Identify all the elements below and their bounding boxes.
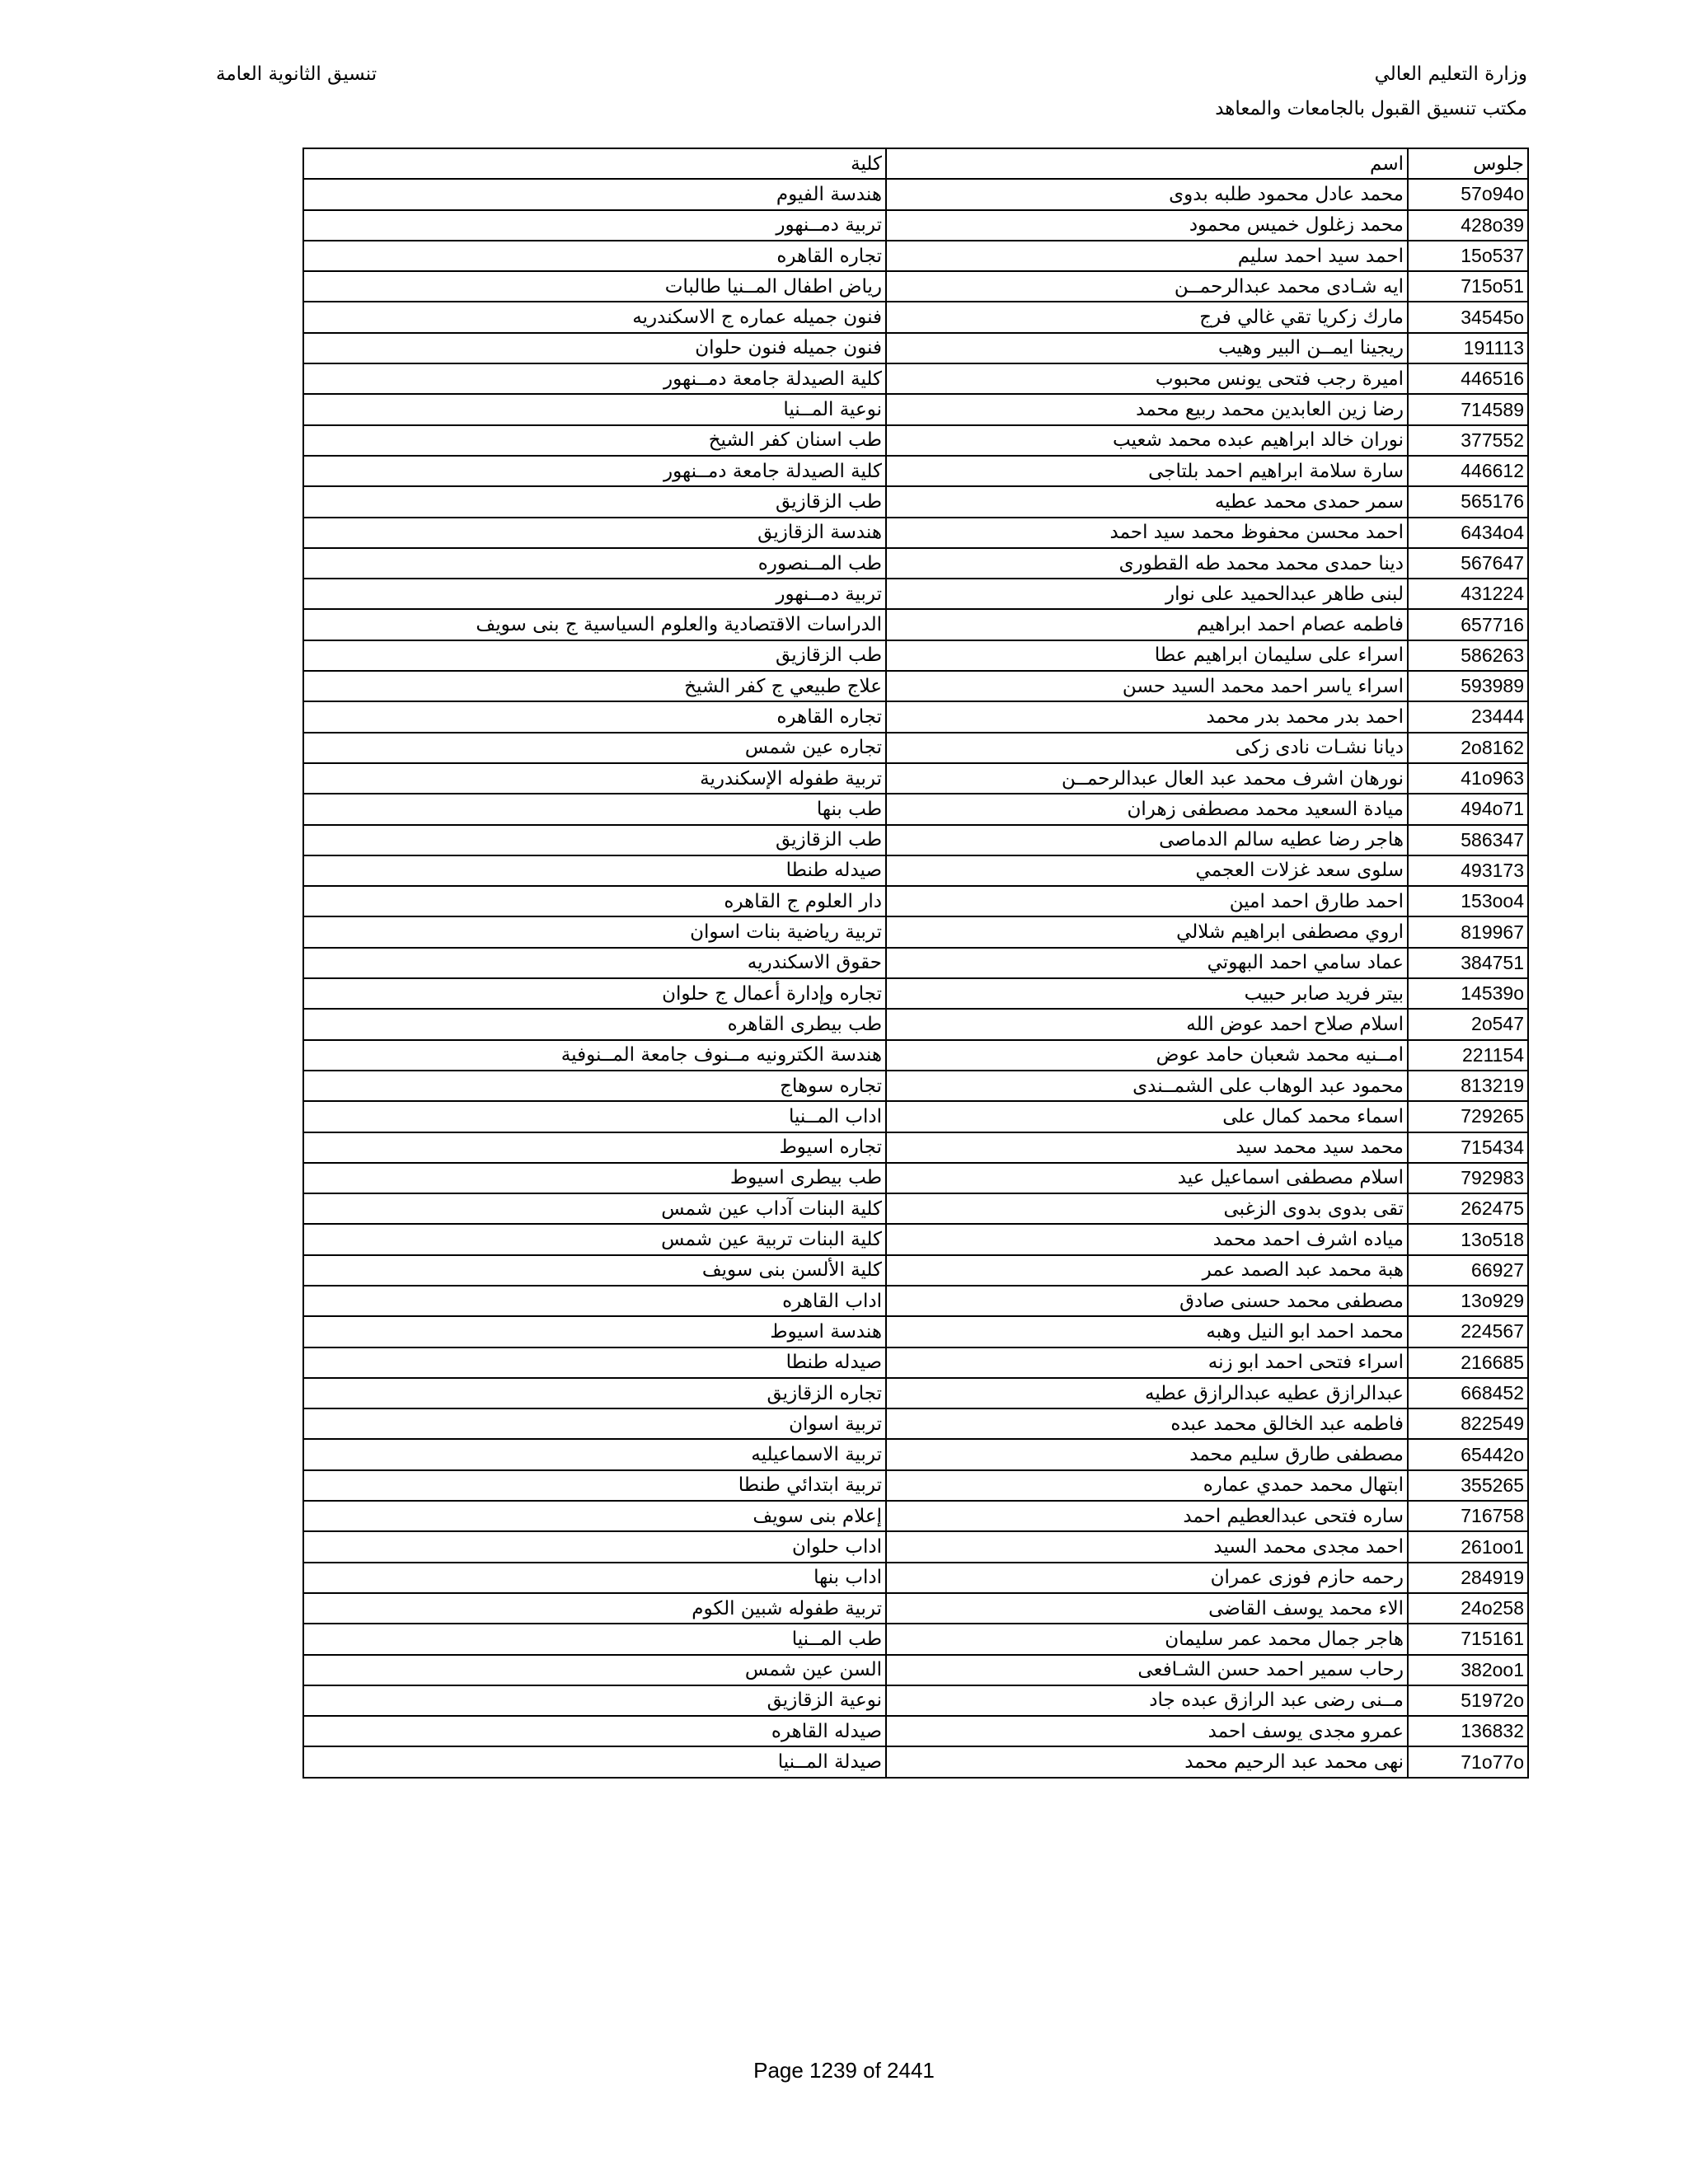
student-name-cell: اسماء محمد كمال على xyxy=(886,1101,1408,1132)
college-cell: كلية الصيدلة جامعة دمــنهور xyxy=(303,456,886,486)
table-row xyxy=(303,763,1528,794)
table-row xyxy=(303,1163,1528,1193)
table-row xyxy=(303,210,1528,241)
student-name-cell: مارك زكريا تقي غالي فرج xyxy=(886,302,1408,332)
college-cell: تجاره وإدارة أعمال ج حلوان xyxy=(303,978,886,1009)
college-cell: كلية الألسن بنى سويف xyxy=(303,1255,886,1286)
college-cell: صيدلة المــنيا xyxy=(303,1746,886,1777)
table-row xyxy=(303,1009,1528,1039)
seat-number-cell: 729265 xyxy=(1408,1101,1528,1132)
table-row xyxy=(303,1101,1528,1132)
table-row xyxy=(303,1040,1528,1071)
college-cell: إعلام بنى سويف xyxy=(303,1501,886,1531)
seat-number-cell: 13o929 xyxy=(1408,1286,1528,1316)
student-name-cell: تقى بدوى بدوى الزغبى xyxy=(886,1193,1408,1224)
student-name-cell: احمد سيد احمد سليم xyxy=(886,241,1408,271)
table-row xyxy=(303,609,1528,640)
table-row xyxy=(303,671,1528,701)
student-name-cell: ايه شـادى محمد عبدالرحمــن xyxy=(886,271,1408,302)
student-name-cell: مــنى رضى عبد الرازق عبده جاد xyxy=(886,1685,1408,1716)
college-cell: فنون جميله فنون حلوان xyxy=(303,333,886,363)
seat-number-cell: 586263 xyxy=(1408,640,1528,671)
seat-number-cell: 715434 xyxy=(1408,1132,1528,1163)
table-row xyxy=(303,794,1528,824)
table-row xyxy=(303,1132,1528,1163)
college-cell: كلية البنات تربية عين شمس xyxy=(303,1224,886,1254)
college-cell: تربية طفوله الإسكندرية xyxy=(303,763,886,794)
college-cell: تجاره القاهره xyxy=(303,241,886,271)
seat-number-cell: 14539o xyxy=(1408,978,1528,1009)
seat-number-cell: 15o537 xyxy=(1408,241,1528,271)
office-name: مكتب تنسيق القبول بالجامعات والمعاهد xyxy=(1215,98,1527,120)
student-name-cell: اسلام صلاح احمد عوض الله xyxy=(886,1009,1408,1039)
student-name-cell: هاجر جمال محمد عمر سليمان xyxy=(886,1624,1408,1654)
college-cell: طب اسنان كفر الشيخ xyxy=(303,425,886,456)
college-cell: تربية اسوان xyxy=(303,1408,886,1439)
student-name-cell: اروي مصطفى ابراهيم شلالي xyxy=(886,916,1408,947)
college-cell: نوعية المــنيا xyxy=(303,394,886,424)
student-name-cell: اسراء فتحى احمد ابو زنه xyxy=(886,1347,1408,1378)
table-row xyxy=(303,518,1528,548)
student-name-cell: محمود عبد الوهاب على الشمــندى xyxy=(886,1071,1408,1101)
college-cell: تربية طفوله شبين الكوم xyxy=(303,1593,886,1624)
college-cell: تجاره عين شمس xyxy=(303,733,886,763)
college-cell: تربية ابتدائي طنطا xyxy=(303,1470,886,1501)
table-row xyxy=(303,1624,1528,1654)
seat-number-cell: 65442o xyxy=(1408,1439,1528,1469)
student-name-cell: عبدالرازق عطيه عبدالرازق عطيه xyxy=(886,1378,1408,1408)
seat-number-cell: 262475 xyxy=(1408,1193,1528,1224)
table-row xyxy=(303,1563,1528,1593)
seat-number-cell: 71o77o xyxy=(1408,1746,1528,1777)
table-row xyxy=(303,486,1528,517)
college-cell: طب المــنصوره xyxy=(303,548,886,579)
table-row xyxy=(303,1316,1528,1347)
seat-number-cell: 822549 xyxy=(1408,1408,1528,1439)
student-name-cell: احمد بدر محمد بدر محمد xyxy=(886,701,1408,732)
college-cell: الدراسات الاقتصادية والعلوم السياسية ج بنى سويف xyxy=(303,609,886,640)
seat-number-cell: 715o51 xyxy=(1408,271,1528,302)
college-cell: طب بيطرى اسيوط xyxy=(303,1163,886,1193)
student-name-cell: بيتر فريد صابر حبيب xyxy=(886,978,1408,1009)
header-ministry-block xyxy=(1215,62,1527,131)
college-cell: هندسة اسيوط xyxy=(303,1316,886,1347)
student-name-cell: سلوى سعد غزلات العجمي xyxy=(886,855,1408,886)
seat-number-cell: 6434o4 xyxy=(1408,518,1528,548)
college-cell: رياض اطفال المــنيا طالبات xyxy=(303,271,886,302)
seat-number-cell: 565176 xyxy=(1408,486,1528,517)
college-cell: تجاره اسيوط xyxy=(303,1132,886,1163)
table-row xyxy=(303,1501,1528,1531)
seat-number-cell: 716758 xyxy=(1408,1501,1528,1531)
table-row xyxy=(303,825,1528,855)
student-name-cell: هاجر رضا عطيه سالم الدماصى xyxy=(886,825,1408,855)
student-name-cell: فاطمه عبد الخالق محمد عبده xyxy=(886,1408,1408,1439)
student-name-cell: ابتهال محمد حمدي عماره xyxy=(886,1470,1408,1501)
student-name-cell: نورهان اشرف محمد عبد العال عبدالرحمــن xyxy=(886,763,1408,794)
seat-number-cell: 586347 xyxy=(1408,825,1528,855)
table-row xyxy=(303,1071,1528,1101)
student-name-cell: ميادة السعيد محمد مصطفى زهران xyxy=(886,794,1408,824)
college-cell: اداب القاهره xyxy=(303,1286,886,1316)
student-name-cell: رحمه حازم فوزى عمران xyxy=(886,1563,1408,1593)
college-cell: اداب بنها xyxy=(303,1563,886,1593)
table-row xyxy=(303,978,1528,1009)
seat-number-cell: 657716 xyxy=(1408,609,1528,640)
table-row xyxy=(303,363,1528,394)
seat-number-cell: 668452 xyxy=(1408,1378,1528,1408)
table-row xyxy=(303,425,1528,456)
seat-number-cell: 66927 xyxy=(1408,1255,1528,1286)
seat-number-cell: 23444 xyxy=(1408,701,1528,732)
student-name-cell: سارة سلامة ابراهيم احمد بلتاجى xyxy=(886,456,1408,486)
college-cell: دار العلوم ج القاهره xyxy=(303,886,886,916)
seat-number-cell: 593989 xyxy=(1408,671,1528,701)
table-header-row xyxy=(303,148,1528,179)
student-name-cell: اسلام مصطفى اسماعيل عيد xyxy=(886,1163,1408,1193)
student-name-cell: سمر حمدى محمد عطيه xyxy=(886,486,1408,517)
college-cell: تجاره الزقازيق xyxy=(303,1378,886,1408)
college-cell: تجاره القاهره xyxy=(303,701,886,732)
seat-number-cell: 493173 xyxy=(1408,855,1528,886)
student-name-cell: ديانا نشـات نادى زكى xyxy=(886,733,1408,763)
college-cell: طب المــنيا xyxy=(303,1624,886,1654)
table-row xyxy=(303,855,1528,886)
student-name-cell: امــنيه محمد شعبان حامد عوض xyxy=(886,1040,1408,1071)
college-cell: طب بيطرى القاهره xyxy=(303,1009,886,1039)
table-row xyxy=(303,179,1528,209)
table-row xyxy=(303,1255,1528,1286)
seat-number-cell: 13o518 xyxy=(1408,1224,1528,1254)
seat-number-cell: 714589 xyxy=(1408,394,1528,424)
table-row xyxy=(303,1470,1528,1501)
table-body xyxy=(303,179,1528,1777)
college-cell: هندسة الزقازيق xyxy=(303,518,886,548)
college-cell: نوعية الزقازيق xyxy=(303,1685,886,1716)
college-cell: هندسة الفيوم xyxy=(303,179,886,209)
college-cell: كلية الصيدلة جامعة دمــنهور xyxy=(303,363,886,394)
college-cell: السن عين شمس xyxy=(303,1655,886,1685)
seat-number-cell: 41o963 xyxy=(1408,763,1528,794)
column-header-seat: جلوس xyxy=(1408,148,1528,179)
student-name-cell: نهى محمد عبد الرحيم محمد xyxy=(886,1746,1408,1777)
seat-number-cell: 24o258 xyxy=(1408,1593,1528,1624)
student-name-cell: احمد مجدى محمد السيد xyxy=(886,1531,1408,1562)
student-name-cell: محمد زغلول خميس محمود xyxy=(886,210,1408,241)
college-cell: هندسة الكترونيه مــنوف جامعة المــنوفية xyxy=(303,1040,886,1071)
seat-number-cell: 819967 xyxy=(1408,916,1528,947)
seat-number-cell: 261oo1 xyxy=(1408,1531,1528,1562)
college-cell: علاج طبيعي ج كفر الشيخ xyxy=(303,671,886,701)
table-row xyxy=(303,1685,1528,1716)
table-row xyxy=(303,456,1528,486)
seat-number-cell: 446516 xyxy=(1408,363,1528,394)
table-row xyxy=(303,1746,1528,1777)
table-row xyxy=(303,302,1528,332)
college-cell: صيدله القاهره xyxy=(303,1716,886,1746)
table-row xyxy=(303,394,1528,424)
student-name-cell: احمد محسن محفوظ محمد سيد احمد xyxy=(886,518,1408,548)
header-subject: تنسيق الثانوية العامة xyxy=(216,63,377,85)
student-name-cell: احمد طارق احمد امين xyxy=(886,886,1408,916)
seat-number-cell: 2o8162 xyxy=(1408,733,1528,763)
student-name-cell: رحاب سمير احمد حسن الشـافعى xyxy=(886,1655,1408,1685)
seat-number-cell: 494o71 xyxy=(1408,794,1528,824)
page-number: Page 1239 of 2441 xyxy=(753,2058,935,2083)
seat-number-cell: 224567 xyxy=(1408,1316,1528,1347)
seat-number-cell: 377552 xyxy=(1408,425,1528,456)
table-row xyxy=(303,948,1528,978)
college-cell: صيدله طنطا xyxy=(303,1347,886,1378)
college-cell: كلية البنات آداب عين شمس xyxy=(303,1193,886,1224)
table-row xyxy=(303,548,1528,579)
student-name-cell: دينا حمدى محمد محمد طه القطورى xyxy=(886,548,1408,579)
college-cell: تجاره سوهاج xyxy=(303,1071,886,1101)
student-name-cell: اسراء على سليمان ابراهيم عطا xyxy=(886,640,1408,671)
college-cell: حقوق الاسكندريه xyxy=(303,948,886,978)
seat-number-cell: 567647 xyxy=(1408,548,1528,579)
column-header-name: اسم xyxy=(886,148,1408,179)
student-name-cell: عمرو مجدى يوسف احمد xyxy=(886,1716,1408,1746)
table-row xyxy=(303,1439,1528,1469)
college-cell: طب الزقازيق xyxy=(303,486,886,517)
table-row xyxy=(303,1655,1528,1685)
seat-number-cell: 446612 xyxy=(1408,456,1528,486)
seat-number-cell: 34545o xyxy=(1408,302,1528,332)
table-row xyxy=(303,1378,1528,1408)
seat-number-cell: 57o94o xyxy=(1408,179,1528,209)
table-row xyxy=(303,640,1528,671)
table-row xyxy=(303,241,1528,271)
student-name-cell: اميرة رجب فتحى يونس محبوب xyxy=(886,363,1408,394)
seat-number-cell: 382oo1 xyxy=(1408,1655,1528,1685)
student-name-cell: عماد سامي احمد البهوتي xyxy=(886,948,1408,978)
table-row xyxy=(303,733,1528,763)
college-cell: فنون جميله عماره ج الاسكندريه xyxy=(303,302,886,332)
seat-number-cell: 51972o xyxy=(1408,1685,1528,1716)
student-name-cell: محمد عادل محمود طلبه بدوى xyxy=(886,179,1408,209)
college-cell: تربية الاسماعيليه xyxy=(303,1439,886,1469)
student-name-cell: محمد سيد محمد سيد xyxy=(886,1132,1408,1163)
seat-number-cell: 431224 xyxy=(1408,579,1528,609)
table-row xyxy=(303,1347,1528,1378)
seat-number-cell: 792983 xyxy=(1408,1163,1528,1193)
seat-number-cell: 153oo4 xyxy=(1408,886,1528,916)
seat-number-cell: 715161 xyxy=(1408,1624,1528,1654)
student-name-cell: ريجينا ايمــن البير وهيب xyxy=(886,333,1408,363)
table-row xyxy=(303,886,1528,916)
table-row xyxy=(303,1224,1528,1254)
college-cell: طب الزقازيق xyxy=(303,640,886,671)
college-cell: تربية رياضية بنات اسوان xyxy=(303,916,886,947)
table-row xyxy=(303,333,1528,363)
student-name-cell: هبة محمد عبد الصمد عمر xyxy=(886,1255,1408,1286)
student-name-cell: اسراء ياسر احمد محمد السيد حسن xyxy=(886,671,1408,701)
student-name-cell: مصطفى طارق سليم محمد xyxy=(886,1439,1408,1469)
results-table xyxy=(302,148,1529,1779)
seat-number-cell: 216685 xyxy=(1408,1347,1528,1378)
student-name-cell: رضا زين العابدين محمد ربيع محمد xyxy=(886,394,1408,424)
table-row xyxy=(303,271,1528,302)
table-row xyxy=(303,916,1528,947)
student-name-cell: مياده اشرف احمد محمد xyxy=(886,1224,1408,1254)
table-row xyxy=(303,1593,1528,1624)
table-row xyxy=(303,579,1528,609)
column-header-college: كلية xyxy=(303,148,886,179)
student-name-cell: فاطمه عصام احمد ابراهيم xyxy=(886,609,1408,640)
ministry-name: وزارة التعليم العالي xyxy=(1374,63,1527,85)
seat-number-cell: 428o39 xyxy=(1408,210,1528,241)
student-name-cell: محمد احمد ابو النيل وهبه xyxy=(886,1316,1408,1347)
table-row xyxy=(303,1716,1528,1746)
table-row xyxy=(303,1408,1528,1439)
seat-number-cell: 191113 xyxy=(1408,333,1528,363)
college-cell: طب بنها xyxy=(303,794,886,824)
college-cell: طب الزقازيق xyxy=(303,825,886,855)
table-row xyxy=(303,701,1528,732)
college-cell: صيدله طنطا xyxy=(303,855,886,886)
seat-number-cell: 284919 xyxy=(1408,1563,1528,1593)
college-cell: تربية دمــنهور xyxy=(303,210,886,241)
seat-number-cell: 384751 xyxy=(1408,948,1528,978)
student-name-cell: لبنى طاهر عبدالحميد على نوار xyxy=(886,579,1408,609)
college-cell: اداب حلوان xyxy=(303,1531,886,1562)
student-name-cell: ساره فتحى عبدالعطيم احمد xyxy=(886,1501,1408,1531)
table-row xyxy=(303,1193,1528,1224)
seat-number-cell: 136832 xyxy=(1408,1716,1528,1746)
college-cell: اداب المــنيا xyxy=(303,1101,886,1132)
table-row xyxy=(303,1286,1528,1316)
seat-number-cell: 355265 xyxy=(1408,1470,1528,1501)
student-name-cell: مصطفى محمد حسنى صادق xyxy=(886,1286,1408,1316)
seat-number-cell: 221154 xyxy=(1408,1040,1528,1071)
student-name-cell: الاء محمد يوسف القاضى xyxy=(886,1593,1408,1624)
college-cell: تربية دمــنهور xyxy=(303,579,886,609)
seat-number-cell: 813219 xyxy=(1408,1071,1528,1101)
student-name-cell: نوران خالد ابراهيم عبده محمد شعيب xyxy=(886,425,1408,456)
seat-number-cell: 2o547 xyxy=(1408,1009,1528,1039)
table-row xyxy=(303,1531,1528,1562)
